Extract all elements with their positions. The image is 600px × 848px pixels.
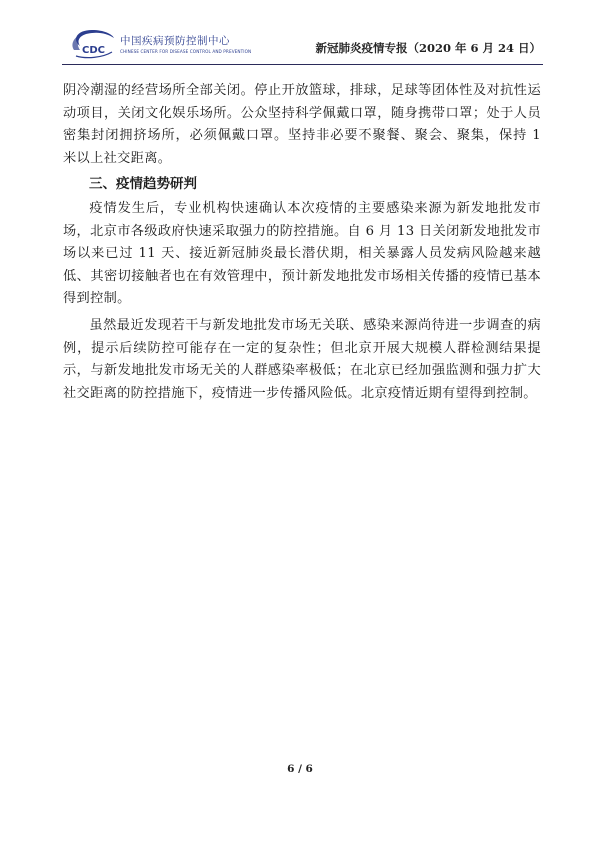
svg-text:CDC: CDC xyxy=(82,45,105,56)
organization-name xyxy=(120,35,251,55)
paragraph-1: 疫情发生后，专业机构快速确认本次疫情的主要感染来源为新发地批发市场，北京市各级政府快速采取强力的防控措施。自 6 月 13 日关闭新发地批发市场以来已过 11 天、接近新冠肺炎最长潜伏期，相关暴露人员发病风险越来越低、其密切接触者也在有效管理中，预计新发地批发市场相关传播的疫情已基本得到控制。 xyxy=(63,200,541,307)
paragraph-2: 虽然最近发现若干与新发地批发市场无关联、感染来源尚待进一步调查的病例，提示后续防控可能存在一定的复杂性；但北京开展大规模人群检测结果提示，与新发地批发市场无关的人群感染率极低；在北京已经加强监测和强力扩大社交距离的防控措施下，疫情进一步传播风险低。北京疫情近期有望得到控制。 xyxy=(63,317,541,401)
china-cdc-logo xyxy=(66,26,118,60)
organization-name-chinese: 中国疾病预防控制中心 xyxy=(120,35,230,47)
organization-name-english: CHINESE CENTER FOR DISEASE CONTROL AND PREVENTION xyxy=(120,49,252,54)
continued-paragraph: 阴冷潮湿的经营场所全部关闭。停止开放篮球，排球，足球等团体性及对抗性运动项目，关闭文化娱乐场所。公众坚持科学佩戴口罩，随身携带口罩；处于人员密集封闭拥挤场所，必须佩戴口罩。坚持非必要不聚餐、聚会、聚集，保持 1 米以上社交距离。 xyxy=(63,83,541,166)
header-divider xyxy=(62,64,543,65)
section-heading: 三、疫情趋势研判 xyxy=(89,176,197,193)
page-header xyxy=(0,0,600,72)
report-title: 新冠肺炎疫情专报（2020 年 6 月 24 日） xyxy=(315,41,541,55)
page-number: 6 / 6 xyxy=(287,763,313,775)
document-body xyxy=(63,80,541,405)
